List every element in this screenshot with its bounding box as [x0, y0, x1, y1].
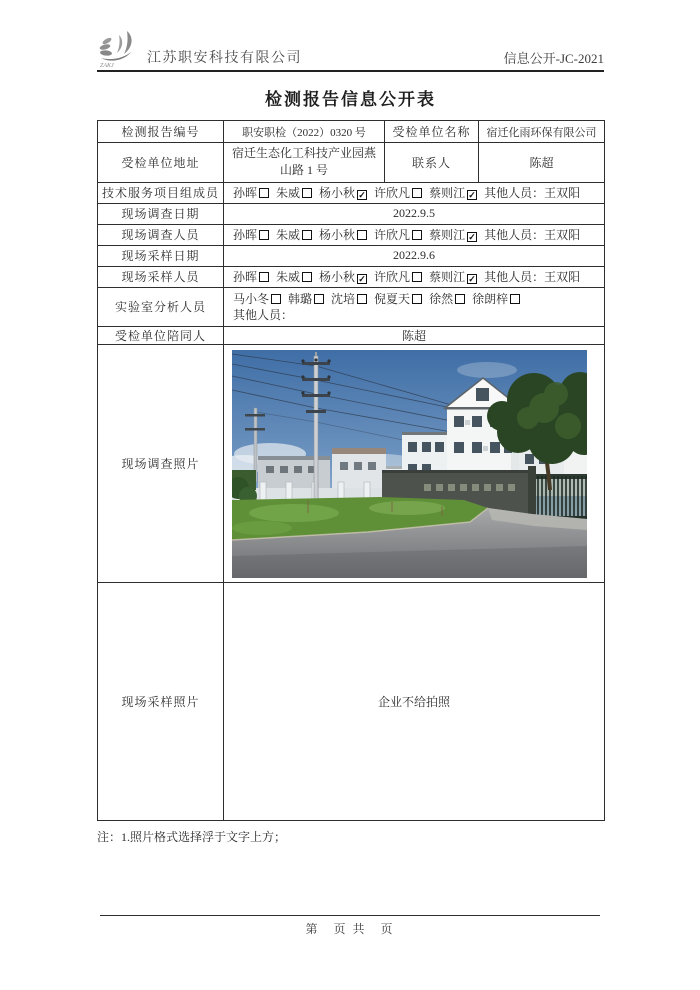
lab-members-cell	[224, 287, 605, 326]
member-name: 沈培	[331, 291, 356, 306]
page-number-text: 第 页 共 页	[305, 922, 395, 936]
footnote: 注：1.照片格式选择浮于文字上方；	[97, 829, 287, 844]
member-name: 孙晖	[233, 270, 258, 285]
lab-staff-label: 实验室分析人员	[98, 287, 224, 326]
row-address	[98, 143, 605, 183]
checkbox-unchecked-icon	[510, 294, 520, 304]
member-name: 孙晖	[233, 228, 258, 243]
row-sampling-date	[98, 245, 605, 266]
checkbox-checked-icon: ✓	[358, 274, 366, 285]
member-许欣凡	[374, 270, 422, 284]
member-name: 杨小秋	[319, 228, 356, 243]
member-name: 蔡则江	[429, 270, 466, 285]
member-徐然	[429, 292, 465, 306]
member-name: 许欣凡	[374, 228, 411, 243]
site-photo	[232, 350, 587, 578]
team-other-name: 王双阳	[544, 186, 581, 201]
report-no-value: 职安职检（2022）0320 号	[224, 121, 385, 143]
survey-staff-label: 现场调查人员	[98, 224, 224, 245]
member-蔡则江	[429, 270, 477, 284]
member-杨小秋	[319, 186, 367, 200]
member-name: 朱威	[276, 228, 301, 243]
checkbox-checked-icon: ✓	[468, 274, 476, 285]
member-name: 杨小秋	[319, 270, 356, 285]
sampling-other-name: 王双阳	[544, 270, 581, 285]
checkbox-unchecked-icon	[314, 294, 324, 304]
member-name: 孙晖	[233, 186, 258, 201]
checkbox-unchecked-icon	[259, 272, 269, 282]
member-蔡则江	[429, 228, 477, 242]
sampling-photo-text: 企业不给拍照	[224, 582, 605, 820]
photo-gate	[528, 466, 587, 520]
team-member-checkboxes	[233, 186, 484, 200]
logo-text: ZAKJ	[100, 63, 114, 69]
member-徐朗梓	[472, 292, 520, 306]
member-朱威	[276, 270, 312, 284]
row-survey-photo	[98, 344, 605, 582]
checkbox-unchecked-icon	[302, 230, 312, 240]
escort-value: 陈超	[224, 326, 605, 344]
lab-member-checkboxes	[233, 291, 604, 307]
survey-photo-cell	[224, 344, 605, 582]
member-孙晖	[233, 228, 269, 242]
team-label: 技术服务项目组成员	[98, 182, 224, 203]
sampling-date-value: 2022.9.6	[224, 245, 605, 266]
member-name: 朱威	[276, 270, 301, 285]
checkbox-unchecked-icon	[302, 272, 312, 282]
member-朱威	[276, 186, 312, 200]
page-footer	[100, 915, 600, 937]
checkbox-unchecked-icon	[271, 294, 281, 304]
sampling-date-label: 现场采样日期	[98, 245, 224, 266]
row-team	[98, 182, 605, 203]
doc-code: 信息公开-JC-2021	[503, 51, 604, 66]
member-马小冬	[233, 292, 281, 306]
header-brand	[97, 29, 302, 69]
checkbox-unchecked-icon	[259, 188, 269, 198]
checkbox-unchecked-icon	[412, 294, 422, 304]
unit-name-value: 宿迁化雨环保有限公司	[479, 121, 605, 143]
team-members-cell	[224, 182, 605, 203]
member-name: 徐然	[429, 291, 454, 306]
member-杨小秋	[319, 270, 367, 284]
member-孙晖	[233, 186, 269, 200]
other-members-label: 其他人员：	[484, 270, 545, 285]
page-header	[97, 27, 604, 69]
checkbox-unchecked-icon	[455, 294, 465, 304]
checkbox-unchecked-icon	[259, 230, 269, 240]
checkbox-unchecked-icon	[412, 272, 422, 282]
address-label: 受检单位地址	[98, 143, 224, 183]
member-倪夏天	[374, 292, 422, 306]
member-name: 朱威	[276, 186, 301, 201]
checkbox-checked-icon: ✓	[468, 190, 476, 201]
unit-name-label: 受检单位名称	[385, 121, 479, 143]
address-value: 宿迁生态化工科技产业园燕山路 1 号	[224, 143, 385, 183]
row-sampling-staff	[98, 266, 605, 287]
company-name: 江苏职安科技有限公司	[147, 51, 302, 66]
member-name: 徐朗梓	[472, 291, 509, 306]
sampling-photo-label: 现场采样照片	[98, 582, 224, 820]
member-name: 蔡则江	[429, 186, 466, 201]
sampling-members-cell	[224, 266, 605, 287]
survey-other-name: 王双阳	[544, 228, 581, 243]
member-name: 韩璐	[288, 291, 313, 306]
contact-value: 陈超	[479, 143, 605, 183]
member-许欣凡	[374, 228, 422, 242]
checkbox-checked-icon: ✓	[468, 232, 476, 243]
survey-members-cell	[224, 224, 605, 245]
member-蔡则江	[429, 186, 477, 200]
row-escort	[98, 326, 605, 344]
member-沈培	[331, 292, 367, 306]
member-许欣凡	[374, 186, 422, 200]
member-name: 杨小秋	[319, 186, 356, 201]
page-content	[97, 0, 604, 845]
company-logo-icon	[97, 29, 143, 69]
row-survey-staff	[98, 224, 605, 245]
row-report-no	[98, 121, 605, 143]
page-title: 检测报告信息公开表	[265, 90, 436, 109]
survey-member-checkboxes	[233, 228, 484, 242]
member-朱威	[276, 228, 312, 242]
report-no-label: 检测报告编号	[98, 121, 224, 143]
sampling-member-checkboxes	[233, 270, 484, 284]
checkbox-unchecked-icon	[412, 188, 422, 198]
lab-other-label: 其他人员：	[233, 307, 294, 322]
escort-label: 受检单位陪同人	[98, 326, 224, 344]
member-name: 蔡则江	[429, 228, 466, 243]
member-name: 倪夏天	[374, 291, 411, 306]
survey-date-value: 2022.9.5	[224, 203, 605, 224]
other-members-label: 其他人员：	[484, 186, 545, 201]
checkbox-unchecked-icon	[302, 188, 312, 198]
member-孙晖	[233, 270, 269, 284]
member-name: 许欣凡	[374, 270, 411, 285]
row-sampling-photo	[98, 582, 605, 820]
survey-photo-label: 现场调查照片	[98, 344, 224, 582]
row-survey-date	[98, 203, 605, 224]
member-杨小秋	[319, 228, 367, 242]
contact-label: 联系人	[385, 143, 479, 183]
member-name: 马小冬	[233, 291, 270, 306]
disclosure-table	[97, 120, 605, 821]
header-divider	[97, 70, 604, 72]
member-韩璐	[288, 292, 324, 306]
row-lab-staff	[98, 287, 605, 326]
other-members-label: 其他人员：	[484, 228, 545, 243]
member-name: 许欣凡	[374, 186, 411, 201]
checkbox-unchecked-icon	[357, 294, 367, 304]
checkbox-unchecked-icon	[412, 230, 422, 240]
survey-date-label: 现场调查日期	[98, 203, 224, 224]
checkbox-unchecked-icon	[357, 230, 367, 240]
checkbox-checked-icon: ✓	[358, 190, 366, 201]
sampling-staff-label: 现场采样人员	[98, 266, 224, 287]
